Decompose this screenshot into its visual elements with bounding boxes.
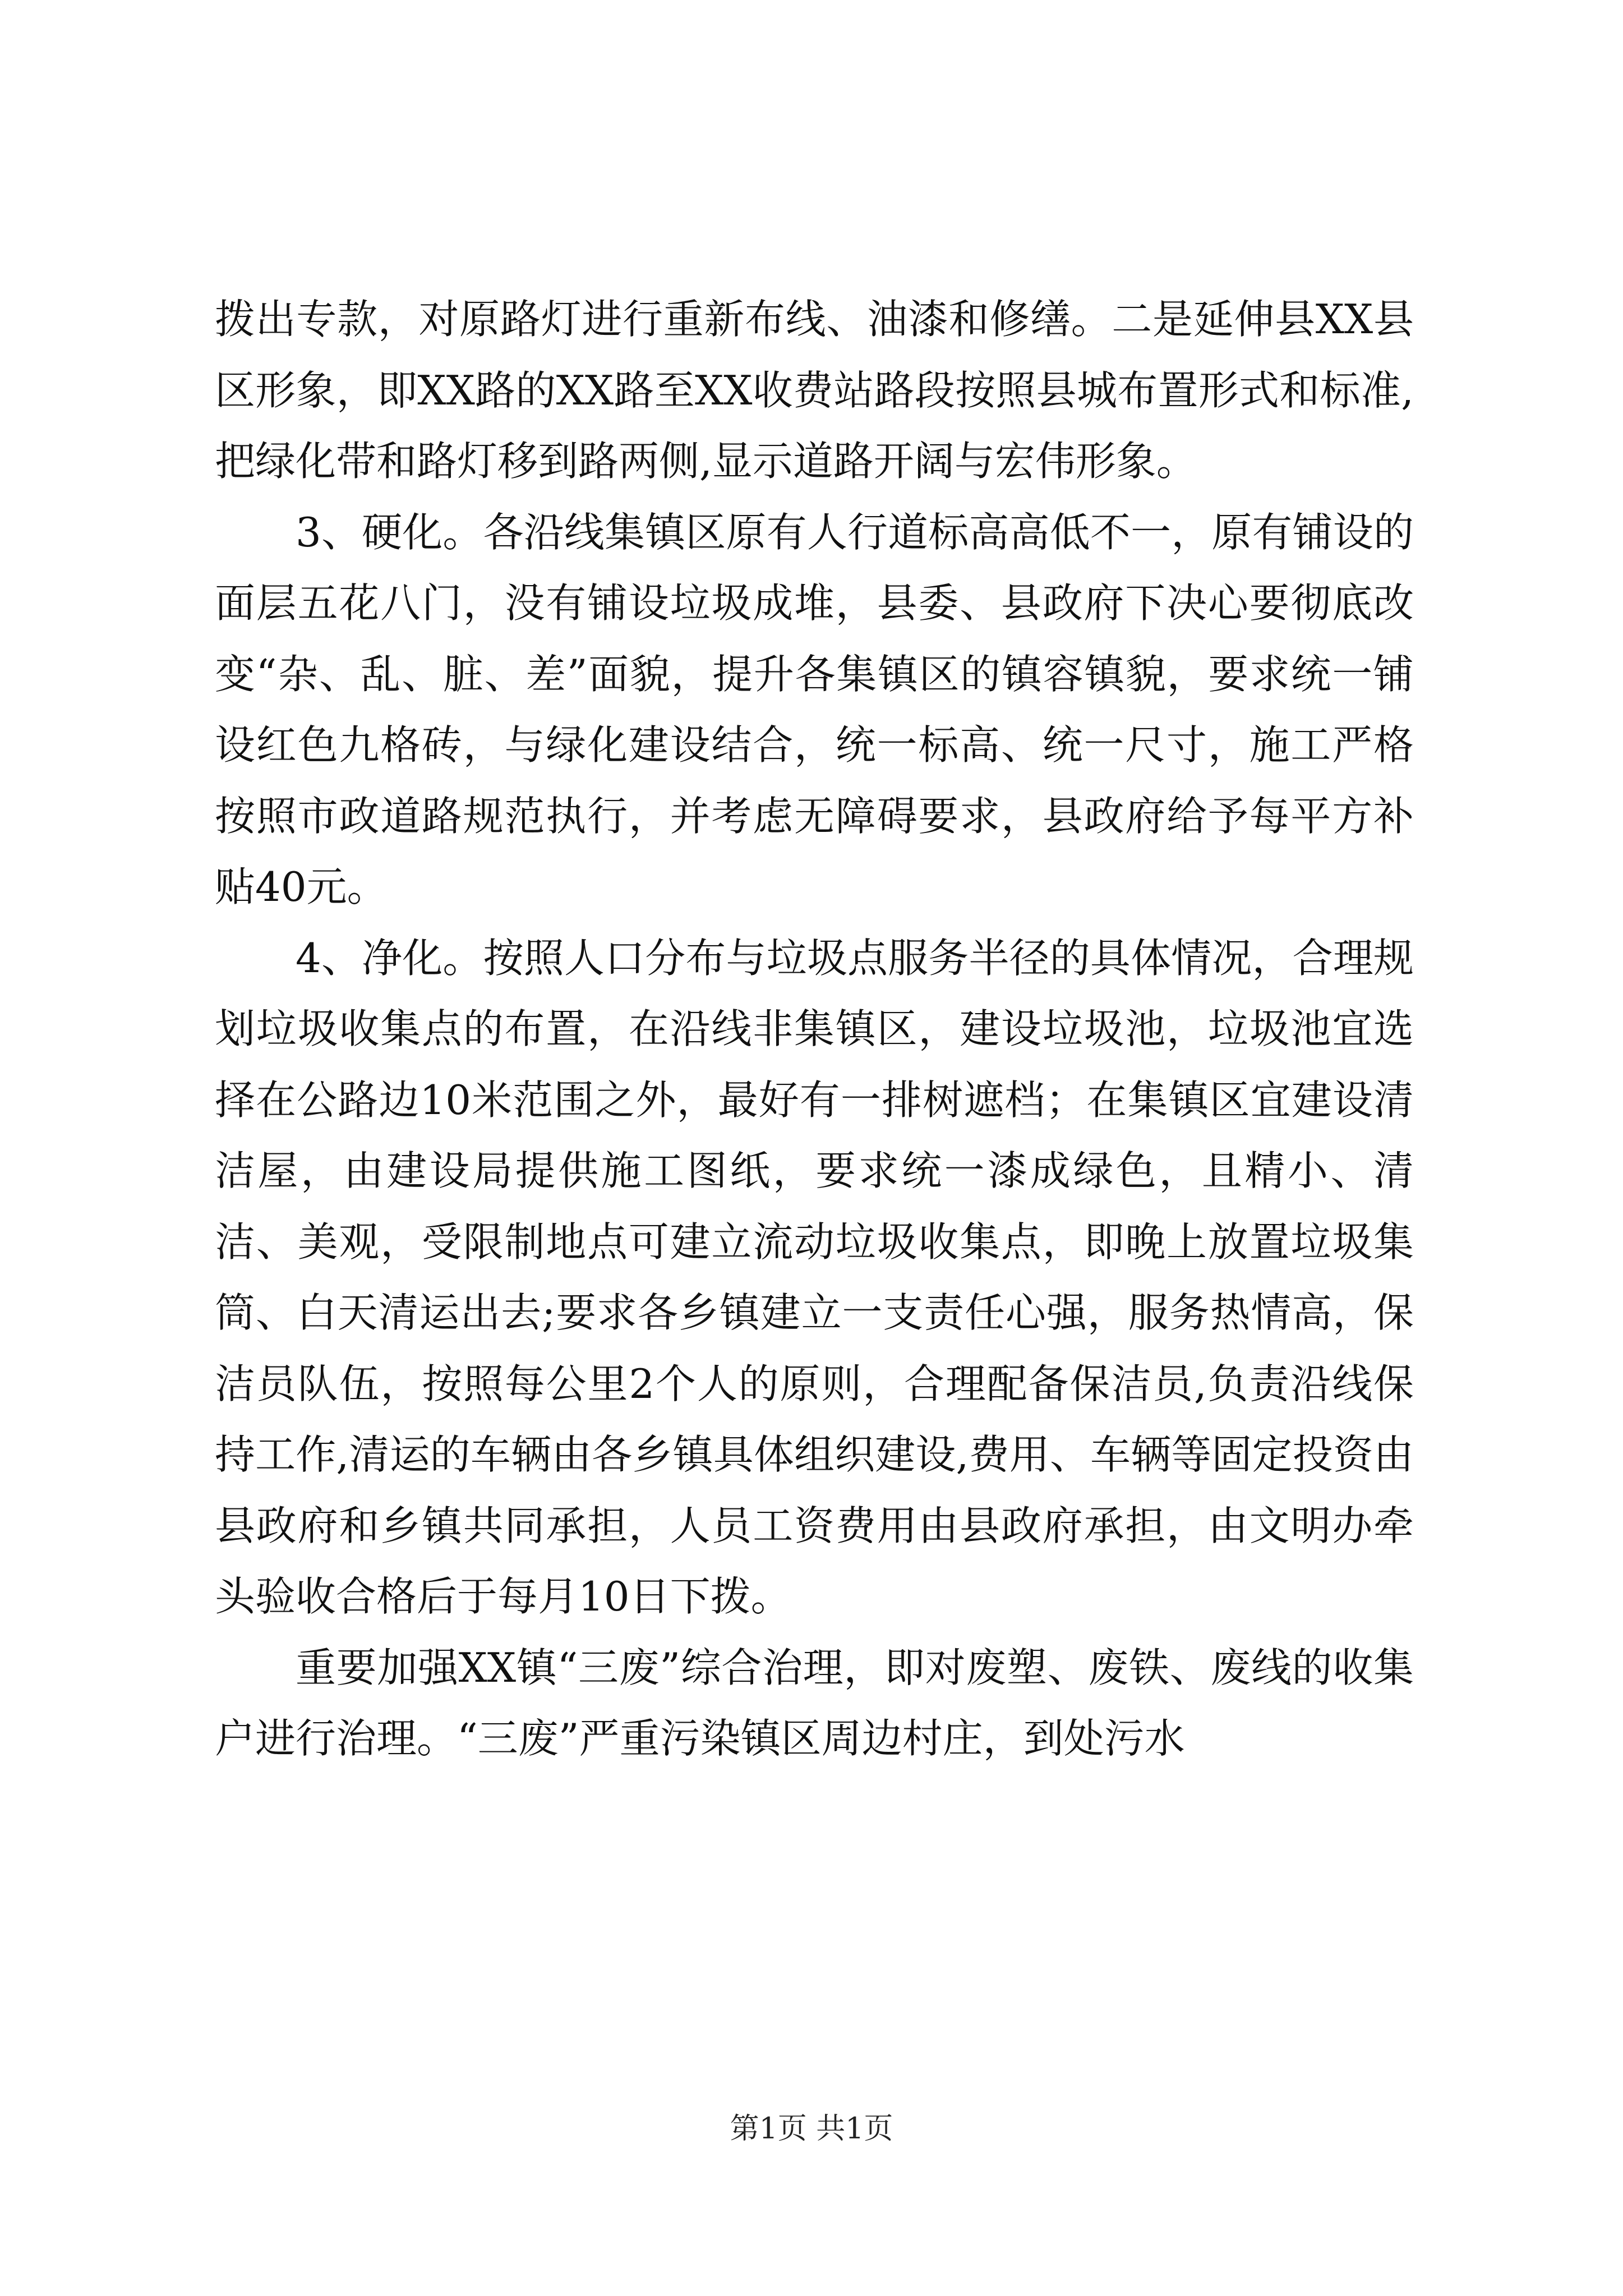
- paragraph-street-lights: 拨出专款，对原路灯进行重新布线、油漆和修缮。二是延伸县XX县区形象，即XX路的XX路至XX收费站路段按照县城布置形式和标准,把绿化带和路灯移到路两侧,显示道路开阔与宏伟形象。: [215, 296, 1414, 485]
- page-footer: 第1页 共1页: [730, 2112, 893, 2146]
- paragraph-hardening: 3、硬化。各沿线集镇区原有人行道标高高低不一，原有铺设的面层五花八门，没有铺设垃圾成堆，县委、县政府下决心要彻底改变“杂、乱、脏、差”面貌，提升各集镇区的镇容镇貌，要求统一铺设红色九格砖，与绿化建设结合，统一标高、统一尺寸，施工严格按照市政道路规范执行，并考虑无障碍要求，县政府给予每平方补贴40元。: [215, 508, 1414, 910]
- document-body: [215, 284, 1414, 1774]
- paragraph-three-wastes: 重要加强XX镇“三废”综合治理，即对废塑、废铁、废线的收集户进行治理。“三废”严重污染镇区周边村庄，到处污水: [215, 1644, 1414, 1762]
- paragraph-cleaning: 4、净化。按照人口分布与垃圾点服务半径的具体情况，合理规划垃圾收集点的布置，在沿线非集镇区，建设垃圾池，垃圾池宜选择在公路边10米范围之外，最好有一排树遮档；在集镇区宜建设清洁屋，由建设局提供施工图纸，要求统一漆成绿色，且精小、清洁、美观，受限制地点可建立流动垃圾收集点，即晚上放置垃圾集筒、白天清运出去;要求各乡镇建立一支责任心强，服务热情高，保洁员队伍，按照每公里2个人的原则，合理配备保洁员,负责沿线保持工作,清运的车辆由各乡镇具体组织建设,费用、车辆等固定投资由县政府和乡镇共同承担，人员工资费用由县政府承担，由文明办牵头验收合格后于每月10日下拨。: [215, 934, 1414, 1620]
